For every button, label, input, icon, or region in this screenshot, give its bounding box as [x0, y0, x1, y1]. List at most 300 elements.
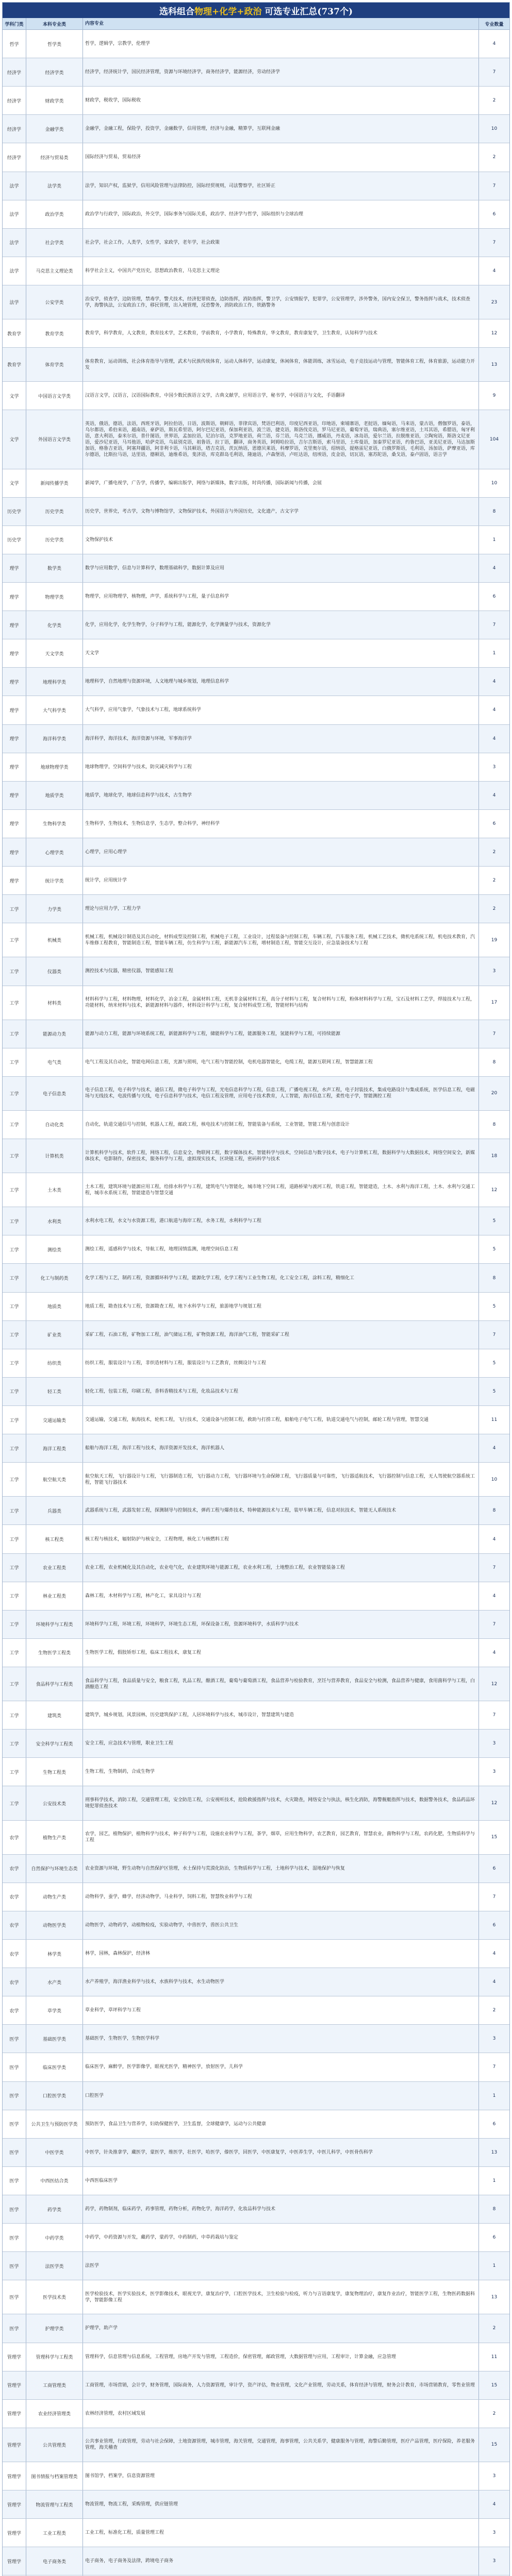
row-category: 法学	[3, 172, 26, 200]
row-count: 2	[492, 850, 496, 855]
row-class: 核工程类	[26, 1525, 83, 1553]
row-count: 1	[492, 2093, 496, 2098]
row-count: 8	[492, 2207, 496, 2212]
row-count: 12	[491, 1187, 498, 1193]
row-category: 农学	[3, 1940, 26, 1968]
row-majors: 物理学，应用物理学，核物理，声学，系统科学与工程，量子信息科学	[83, 583, 479, 611]
row-category: 法学	[3, 200, 26, 228]
row-category: 教育学	[3, 319, 26, 347]
row-category: 法学	[3, 285, 26, 319]
row-class: 心理学类	[26, 838, 83, 866]
table-row	[3, 2547, 509, 2575]
row-count: 19	[491, 937, 498, 943]
row-category: 理学	[3, 725, 26, 753]
row-class: 经济学类	[26, 58, 83, 86]
row-category: 工学	[3, 986, 26, 1020]
table-row	[3, 1077, 509, 1111]
table-row	[3, 1434, 509, 1463]
row-majors: 机械工程，机械设计制造及其自动化，材料成型及控制工程，机械电子工程，工业设计，过程装备与控制工程，车辆工程，汽车服务工程，机械工艺技术，微机电系统工程，机电技术教育，汽车维修工程教育，智能制造工程，智能车辆工程，仿生科学与工程，新能源汽车工程，增材制造工程，智能交互设计，应急装备技术与工程	[83, 923, 479, 957]
row-majors: 公共事业管理，行政管理，劳动与社会保障，土地资源管理，城市管理，海关管理，交通管理，海事管理，公共关系学，健康服务与管理，海警后勤管理，医疗产品管理，医疗保险，养老服务管理，海关稽查	[83, 2428, 479, 2462]
row-majors: 海洋科学，海洋技术，海洋资源与环境，军事海洋学	[83, 725, 479, 753]
row-majors: 理论与应用力学，工程力学	[83, 895, 479, 923]
row-majors: 农业资源与环境，野生动物与自然保护区管理，水土保持与荒漠化防治，生物质科学与工程，土地科学与技术，湿地保护与恢复	[83, 1855, 479, 1883]
row-majors: 刑事科学技术，消防工程，交通管理工程，安全防范工程，公安视听技术，抢险救援指挥与技术，火灾勘查，网络安全与执法，核生化消防，海警舰艇指挥与技术，数据警务技术，食品药品环境犯罪侦查技术	[83, 1786, 479, 1820]
row-majors: 食品科学与工程，食品质量与安全，粮食工程，乳品工程，酿酒工程，葡萄与葡萄酒工程，食品营养与检验教育，烹饪与营养教育，食品安全与检测，食品营养与健康，食用菌科学与工程，白酒酿造工程	[83, 1667, 479, 1701]
row-count: 4	[492, 565, 496, 571]
row-category: 工学	[3, 1406, 26, 1434]
row-category: 理学	[3, 554, 26, 582]
row-class: 水利类	[26, 1207, 83, 1235]
row-count: 2	[492, 878, 496, 884]
row-count: 10	[491, 480, 498, 486]
table-row	[3, 2110, 509, 2139]
row-count: 8	[492, 1059, 496, 1065]
row-count: 1	[492, 651, 496, 656]
row-category: 医学	[3, 2139, 26, 2166]
row-category: 理学	[3, 668, 26, 696]
row-class: 地质学类	[26, 782, 83, 809]
row-class: 工业工程类	[26, 2519, 83, 2547]
row-category: 工学	[3, 1434, 26, 1462]
row-category: 工学	[3, 895, 26, 923]
row-category: 经济学	[3, 115, 26, 143]
row-majors: 英语，俄语，德语，法语，西班牙语，阿拉伯语，日语，波斯语，朝鲜语，菲律宾语，梵语巴利语，印度尼西亚语，印地语，柬埔寨语，老挝语，缅甸语，马来语，蒙古语，僧伽罗语，泰语，乌尔都语，希伯来语，越南语，豪萨语，斯瓦希里语，阿尔巴尼亚语，保加利亚语，波兰语，捷克语，斯洛伐克语，罗马尼亚语，葡萄牙语，瑞典语，塞尔维亚语，土耳其语，希腊语，匈牙利语，意大利语，泰米尔语，普什图语，世界语，孟加拉语，尼泊尔语，克罗地亚语，荷兰语，芬兰语，乌克兰语，挪威语，丹麦语，冰岛语，爱尔兰语，拉脱维亚语，立陶宛语，斯洛文尼亚语，爱沙尼亚语，马耳他语，哈萨克语，乌兹别克语，祖鲁语，拉丁语，翻译，商务英语，阿姆哈拉语，吉尔吉斯语，索马里语，土库曼语，加泰罗尼亚语，约鲁巴语，亚美尼亚语，马达加斯加语，格鲁吉亚语，阿塞拜疆语，阿非利卡语，马其顿语，塔吉克语，茨瓦纳语，恩德贝莱语，科摩罗语，克里奥尔语，绍纳语，提格雷尼亚语，白俄罗斯语，毛利语，汤加语，萨摩亚语，库尔德语，比斯拉马语，达里语，德顿语，迪维希语，斐济语，库克群岛毛利语，隆迪语，卢森堡语，卢旺达语，纽埃语，皮金语，切瓦语，塞苏陀语，桑戈语，泰卢固语，语言学	[83, 410, 479, 468]
table-row	[3, 410, 509, 469]
row-count: 9	[492, 393, 496, 399]
table-row	[3, 2462, 509, 2490]
row-majors: 哲学，逻辑学，宗教学，伦理学	[83, 30, 479, 58]
row-majors: 环境科学与工程，环境工程，环境科学，环境生态工程，环保设备工程，资源环境科学，水质科学与技术	[83, 1611, 479, 1638]
row-count: 1	[492, 2263, 496, 2269]
row-majors: 经济学，经济统计学，国民经济管理，资源与环境经济学，商务经济学，能源经济，劳动经济学	[83, 58, 479, 86]
table-row	[3, 1111, 509, 1139]
row-count: 3	[492, 764, 496, 770]
row-count: 7	[492, 1713, 496, 1718]
row-category: 工学	[3, 1758, 26, 1786]
table-row	[3, 285, 509, 319]
row-majors: 地质学，地球化学，地球信息科学与技术，古生物学	[83, 782, 479, 809]
row-count: 12	[491, 1801, 498, 1806]
row-category: 医学	[3, 2224, 26, 2251]
table-row	[3, 810, 509, 838]
row-majors: 计算机科学与技术，软件工程，网络工程，信息安全，物联网工程，数字媒体技术，智能科学与技术，空间信息与数字技术，电子与计算机工程，数据科学与大数据技术，网络空间安全，新媒体技术，电影制作，保密技术，服务科学与工程，虚拟现实技术，区块链工程，密码科学与技术	[83, 1139, 479, 1173]
row-category: 工学	[3, 1048, 26, 1076]
row-class: 土木类	[26, 1173, 83, 1207]
row-count: 2	[492, 2411, 496, 2416]
row-majors: 法医学	[83, 2252, 479, 2280]
table-row	[3, 1730, 509, 1758]
row-class: 能源动力类	[26, 1020, 83, 1048]
table-row	[3, 257, 509, 285]
row-majors: 电子商务，电子商务及法律，跨境电子商务	[83, 2547, 479, 2575]
row-category: 理学	[3, 611, 26, 639]
row-majors: 中医学，针灸推拿学，藏医学，蒙医学，维医学，壮医学，哈医学，傣医学，回医学，中医康复学，中医养生学，中医儿科学，中医骨伤科学	[83, 2139, 479, 2166]
row-majors: 文物保护技术	[83, 526, 479, 554]
table-row	[3, 1349, 509, 1378]
table-row	[3, 1378, 509, 1406]
row-class: 图书情报与档案管理类	[26, 2462, 83, 2490]
row-category: 经济学	[3, 58, 26, 86]
row-class: 口腔医学类	[26, 2082, 83, 2110]
row-class: 社会学类	[26, 229, 83, 257]
row-class: 兵器类	[26, 1497, 83, 1524]
row-majors: 土木工程，建筑环境与能源应用工程，给排水科学与工程，建筑电气与智能化，城市地下空间工程，道路桥梁与渡河工程，铁道工程，智能建造，土木、水利与海洋工程，土木、水利与交通工程，城市水系统工程，智能建造与智慧交通	[83, 1173, 479, 1207]
row-category: 医学	[3, 2195, 26, 2223]
row-category: 工学	[3, 1264, 26, 1292]
table-row	[3, 2252, 509, 2280]
row-majors: 安全工程，应急技术与管理，职业卫生工程	[83, 1730, 479, 1757]
row-class: 金融学类	[26, 115, 83, 143]
row-majors: 电子信息工程，电子科学与技术，通信工程，微电子科学与工程，光电信息科学与工程，信息工程，广播电视工程，水声工程，电子封装技术，集成电路设计与集成系统，医学信息工程，电磁场与无线技术，电波传播与天线，电子信息科学与技术，电信工程及管理，应用电子技术教育，人工智能，海洋信息工程，柔性电子学，智能测控工程	[83, 1077, 479, 1110]
row-category: 工学	[3, 1554, 26, 1582]
row-category: 管理学	[3, 2371, 26, 2399]
row-class: 交通运输类	[26, 1406, 83, 1434]
header-count: 专业数量	[485, 22, 504, 27]
row-majors: 地球物理学，空间科学与技术，防灾减灾科学与工程	[83, 753, 479, 781]
row-majors: 大气科学，应用气象学，气象技术与工程，地球系统科学	[83, 696, 479, 724]
row-class: 体育学类	[26, 348, 83, 381]
row-count: 5	[492, 1303, 496, 1309]
row-count: 2	[492, 2008, 496, 2013]
row-class: 计算机类	[26, 1139, 83, 1173]
row-class: 航空航天类	[26, 1463, 83, 1496]
row-count: 13	[491, 362, 498, 367]
table-row	[3, 172, 509, 200]
table-row	[3, 1406, 509, 1434]
row-category: 工学	[3, 1378, 26, 1405]
row-count: 3	[492, 2530, 496, 2536]
table-row	[3, 1855, 509, 1883]
table-row	[3, 1758, 509, 1786]
row-category: 工学	[3, 1235, 26, 1263]
row-category: 医学	[3, 2314, 26, 2342]
table-row	[3, 1525, 509, 1553]
table-row	[3, 2314, 509, 2343]
row-count: 7	[492, 1031, 496, 1037]
table-row	[3, 1667, 509, 1701]
row-class: 动物医学类	[26, 1911, 83, 1939]
table-row	[3, 1321, 509, 1349]
row-class: 仪器类	[26, 957, 83, 985]
row-count: 5	[492, 1247, 496, 1252]
row-class: 生物医学工程类	[26, 1639, 83, 1667]
table-row	[3, 1701, 509, 1730]
row-count: 15	[491, 2382, 498, 2388]
row-count: 15	[491, 2442, 498, 2448]
table-row	[3, 469, 509, 498]
row-majors: 医学检验技术，医学实验技术，医学影像技术，眼视光学，康复治疗学，口腔医学技术，卫生检验与检疫，听力与言语康复学，康复物理治疗，康复作业治疗，智能医学工程，生物医药数据科学，智能影像工程	[83, 2280, 479, 2314]
row-category: 医学	[3, 2082, 26, 2110]
row-class: 纺织类	[26, 1349, 83, 1377]
row-majors: 动物医学，动物药学，动植物检疫，实验动物学，中兽医学，兽医公共卫生	[83, 1911, 479, 1939]
row-count: 7	[492, 70, 496, 75]
row-category: 文学	[3, 469, 26, 497]
row-category: 文学	[3, 382, 26, 410]
row-category: 管理学	[3, 2428, 26, 2462]
row-majors: 航空航天工程，飞行器设计与工程，飞行器制造工程，飞行器动力工程，飞行器环境与生命保障工程，飞行器质量与可靠性，飞行器适航技术，飞行器控制与信息工程，无人驾驶航空器系统工程，智能飞行器技术	[83, 1463, 479, 1496]
row-class: 工商管理类	[26, 2371, 83, 2399]
row-majors: 电气工程及其自动化，智能电网信息工程，光源与照明，电气工程与智能控制，电机电器智能化，电缆工程，能源互联网工程，智慧能源工程	[83, 1048, 479, 1076]
row-count: 4	[492, 792, 496, 798]
row-majors: 图书馆学，档案学，信息资源管理	[83, 2462, 479, 2490]
row-majors: 化学，应用化学，化学生物学，分子科学与工程，能源化学，化学测量学与技术，资源化学	[83, 611, 479, 639]
row-count: 4	[492, 707, 496, 713]
table-row	[3, 923, 509, 957]
row-majors: 生物工程，生物制药，合成生物学	[83, 1758, 479, 1786]
row-category: 医学	[3, 2167, 26, 2195]
row-category: 工学	[3, 1139, 26, 1173]
row-class: 生物工程类	[26, 1758, 83, 1786]
table-row	[3, 1883, 509, 1911]
row-count: 23	[491, 299, 498, 305]
row-category: 医学	[3, 2280, 26, 2314]
row-category: 管理学	[3, 2400, 26, 2428]
row-category: 农学	[3, 1883, 26, 1911]
row-class: 林学类	[26, 1940, 83, 1968]
row-count: 4	[492, 679, 496, 685]
table-row	[3, 2082, 509, 2110]
row-category: 医学	[3, 2252, 26, 2280]
row-majors: 口腔医学	[83, 2082, 479, 2110]
row-count: 20	[491, 1091, 498, 1096]
row-majors: 材料科学与工程，材料物理，材料化学，冶金工程，金属材料工程，无机非金属材料工程，高分子材料与工程，复合材料与工程，粉体材料科学与工程，宝石及材料工艺学，焊接技术与工程，功能材料，纳米材料与技术，新能源材料与器件，材料设计科学与工程，复合材料成型工程，智能材料与结构	[83, 986, 479, 1020]
row-majors: 护理学，助产学	[83, 2314, 479, 2342]
row-majors: 法学，知识产权，监狱学，信用风险管理与法律防控，国际经贸规则，司法警察学，社区矫正	[83, 172, 479, 200]
table-row	[3, 1554, 509, 1582]
table-row	[3, 895, 509, 923]
row-count: 3	[492, 2036, 496, 2042]
table-row	[3, 2224, 509, 2252]
table-row	[3, 2280, 509, 2314]
table-row	[3, 382, 509, 410]
table-row	[3, 611, 509, 639]
row-majors: 武器系统与工程，武器发射工程，探测制导与控制技术，弹药工程与爆炸技术，特种能源技术与工程，装甲车辆工程，信息对抗技术，智能无人系统技术	[83, 1497, 479, 1524]
row-majors: 水利水电工程，水文与水资源工程，港口航道与海岸工程，水务工程，水利科学与工程	[83, 1207, 479, 1235]
row-class: 哲学类	[26, 30, 83, 58]
row-category: 农学	[3, 1821, 26, 1854]
table-row	[3, 319, 509, 348]
row-majors: 地理科学，自然地理与资源环境，人文地理与城乡规划，地理信息科学	[83, 668, 479, 696]
table-row	[3, 115, 509, 143]
row-majors: 工业工程，标准化工程，质量管理工程	[83, 2519, 479, 2547]
table-row	[3, 58, 509, 87]
row-category: 工学	[3, 1611, 26, 1638]
row-majors: 物流管理，物流工程，采购管理，供应链管理	[83, 2490, 479, 2518]
row-category: 理学	[3, 753, 26, 781]
row-majors: 药学，药物制剂，临床药学，药事管理，药物分析，药物化学，海洋药学，化妆品科学与技术	[83, 2195, 479, 2223]
row-category: 法学	[3, 229, 26, 257]
table-row	[3, 753, 509, 782]
row-majors: 基础医学，生物医学，生物医学科学	[83, 2025, 479, 2053]
row-count: 3	[492, 2473, 496, 2479]
row-majors: 生物医学工程，假肢矫形工程，临床工程技术，康复工程	[83, 1639, 479, 1667]
row-category: 工学	[3, 1582, 26, 1610]
row-majors: 测控技术与仪器，精密仪器，智能感知工程	[83, 957, 479, 985]
row-count: 17	[491, 1000, 498, 1006]
row-count: 7	[492, 183, 496, 189]
row-category: 工学	[3, 923, 26, 957]
row-category: 工学	[3, 1077, 26, 1110]
row-count: 6	[492, 594, 496, 600]
row-category: 工学	[3, 1786, 26, 1820]
row-majors: 汉语言文学，汉语言，汉语国际教育，中国少数民族语言文学，古典文献学，应用语言学，秘书学，中国语言与文化，手语翻译	[83, 382, 479, 410]
row-count: 13	[491, 2294, 498, 2300]
row-class: 建筑类	[26, 1701, 83, 1729]
table-row	[3, 1463, 509, 1497]
row-class: 自然保护与环境生态类	[26, 1855, 83, 1883]
row-category: 历史学	[3, 526, 26, 554]
row-class: 物流管理与工程类	[26, 2490, 83, 2518]
row-count: 4	[492, 1979, 496, 1985]
row-count: 4	[492, 41, 496, 47]
row-category: 哲学	[3, 30, 26, 58]
row-category: 工学	[3, 1321, 26, 1349]
row-count: 1	[492, 537, 496, 543]
row-majors: 建筑学，城乡规划，风景园林，历史建筑保护工程，人居环境科学与技术，城市设计，智慧建筑与建造	[83, 1701, 479, 1729]
table-row	[3, 30, 509, 58]
row-category: 管理学	[3, 2490, 26, 2518]
row-category: 工学	[3, 1293, 26, 1320]
row-count: 11	[491, 1417, 498, 1423]
row-class: 外国语言文学类	[26, 410, 83, 468]
row-count: 8	[492, 1508, 496, 1514]
row-category: 教育学	[3, 348, 26, 381]
table-row	[3, 2167, 509, 2195]
table-row	[3, 143, 509, 172]
table-row	[3, 348, 509, 382]
row-count: 7	[492, 1565, 496, 1570]
row-count: 7	[492, 622, 496, 628]
table-row	[3, 554, 509, 583]
row-class: 统计学类	[26, 867, 83, 894]
row-count: 15	[491, 1835, 498, 1840]
row-count: 5	[492, 1388, 496, 1394]
row-majors: 中西医临床医学	[83, 2167, 479, 2195]
row-class: 水产类	[26, 1968, 83, 1996]
table-row	[3, 87, 509, 115]
row-count: 11	[491, 2354, 498, 2360]
table-row	[3, 583, 509, 611]
row-count: 4	[492, 1446, 496, 1451]
table-row	[3, 1139, 509, 1173]
table-body	[3, 30, 509, 2576]
table-row	[3, 2400, 509, 2428]
row-class: 经济与贸易类	[26, 143, 83, 171]
row-count: 4	[492, 268, 496, 274]
row-majors: 金融学，金融工程，保险学，投资学，金融数学，信用管理，经济与金融，精算学，互联网金融	[83, 115, 479, 143]
row-class: 环境科学与工程类	[26, 1611, 83, 1638]
table-row	[3, 1786, 509, 1820]
row-majors: 科学社会主义，中国共产党历史，思想政治教育，马克思主义理论	[83, 257, 479, 285]
row-count: 104	[489, 436, 499, 442]
row-majors: 治安学，侦查学，边防管理，禁毒学，警犬技术，经济犯罪侦查，边防指挥，消防指挥，警卫学，公安情报学，犯罪学，公安管理学，涉外警务，国内安全保卫，警务指挥与战术，技术侦查学，海警执法，公安政治工作，移民管理，出入境管理，反恐警务，消防政治工作，铁路警务	[83, 285, 479, 319]
row-majors: 草业科学，草坪科学与工程	[83, 1996, 479, 2024]
row-class: 化学类	[26, 611, 83, 639]
row-count: 4	[492, 1593, 496, 1599]
row-category: 工学	[3, 1173, 26, 1207]
row-category: 经济学	[3, 87, 26, 114]
table-row	[3, 2139, 509, 2167]
row-class: 地理科学类	[26, 668, 83, 696]
row-class: 临床医学类	[26, 2053, 83, 2081]
row-count: 2	[492, 98, 496, 104]
row-majors: 财政学，税收学，国际税收	[83, 87, 479, 114]
row-majors: 生物科学，生物技术，生物信息学，生态学，整合科学，神经科学	[83, 810, 479, 838]
row-count: 8	[492, 1275, 496, 1281]
table-row	[3, 1293, 509, 1321]
row-category: 工学	[3, 1463, 26, 1496]
row-count: 3	[492, 1769, 496, 1775]
row-class: 地球物理学类	[26, 753, 83, 781]
row-category: 理学	[3, 639, 26, 667]
row-class: 法医学类	[26, 2252, 83, 2280]
table-row	[3, 696, 509, 724]
row-count: 6	[492, 1922, 496, 1928]
table-row	[3, 1611, 509, 1639]
table-row	[3, 2428, 509, 2462]
row-majors: 动物科学，蚕学，蜂学，经济动物学，马业科学，饲料工程，智慧牧业科学与工程	[83, 1883, 479, 1911]
row-class: 教育学类	[26, 319, 83, 347]
row-class: 历史学类	[26, 526, 83, 554]
row-count: 7	[492, 1332, 496, 1337]
row-majors: 农林经济管理，农村区域发展	[83, 2400, 479, 2428]
row-class: 电气类	[26, 1048, 83, 1076]
row-count: 5	[492, 1218, 496, 1224]
row-category: 工学	[3, 1525, 26, 1553]
row-class: 中西医结合类	[26, 2167, 83, 2195]
table-row	[3, 725, 509, 753]
row-category: 理学	[3, 782, 26, 809]
row-class: 公安技术类	[26, 1786, 83, 1820]
header-class: 本科专业类	[26, 18, 83, 29]
row-count: 3	[492, 969, 496, 974]
row-majors: 心理学，应用心理学	[83, 838, 479, 866]
row-class: 医学技术类	[26, 2280, 83, 2314]
row-count: 6	[492, 1866, 496, 1871]
row-class: 农业工程类	[26, 1554, 83, 1582]
title-highlight: 物理+化学+政治	[194, 6, 262, 17]
table-row	[3, 1264, 509, 1292]
row-category: 工学	[3, 1111, 26, 1139]
row-count: 4	[492, 1951, 496, 1957]
row-category: 工学	[3, 1730, 26, 1757]
row-class: 食品科学与工程类	[26, 1667, 83, 1701]
row-majors: 核工程与核技术，辐射防护与核安全，工程物理，核化工与核燃料工程	[83, 1525, 479, 1553]
row-count: 12	[491, 1681, 498, 1687]
row-category: 理学	[3, 867, 26, 894]
row-count: 3	[492, 1741, 496, 1747]
row-category: 历史学	[3, 498, 26, 526]
row-majors: 新闻学，广播电视学，广告学，传播学，编辑出版学，网络与新媒体，数字出版，时尚传播，国际新闻与传播，会展	[83, 469, 479, 497]
table-row	[3, 2343, 509, 2371]
row-category: 工学	[3, 1701, 26, 1729]
table-row	[3, 867, 509, 895]
row-category: 理学	[3, 810, 26, 838]
table-row	[3, 668, 509, 696]
table-row	[3, 1497, 509, 1525]
row-majors: 管理科学，信息管理与信息系统，工程管理，房地产开发与管理，工程造价，保密管理，邮政管理，大数据管理与应用，工程审计，计算金融，应急管理	[83, 2343, 479, 2371]
row-count: 7	[492, 2064, 496, 2070]
row-majors: 统计学，应用统计学	[83, 867, 479, 894]
header-category: 学科门类	[3, 18, 26, 29]
page-title	[159, 4, 353, 17]
table-header	[3, 18, 509, 30]
row-majors: 预防医学，食品卫生与营养学，妇幼保健医学，卫生监督，全球健康学，运动与公共健康	[83, 2110, 479, 2138]
row-class: 天文学类	[26, 639, 83, 667]
row-count: 6	[492, 2121, 496, 2127]
row-count: 5	[492, 1360, 496, 1366]
row-count: 7	[492, 1621, 496, 1627]
